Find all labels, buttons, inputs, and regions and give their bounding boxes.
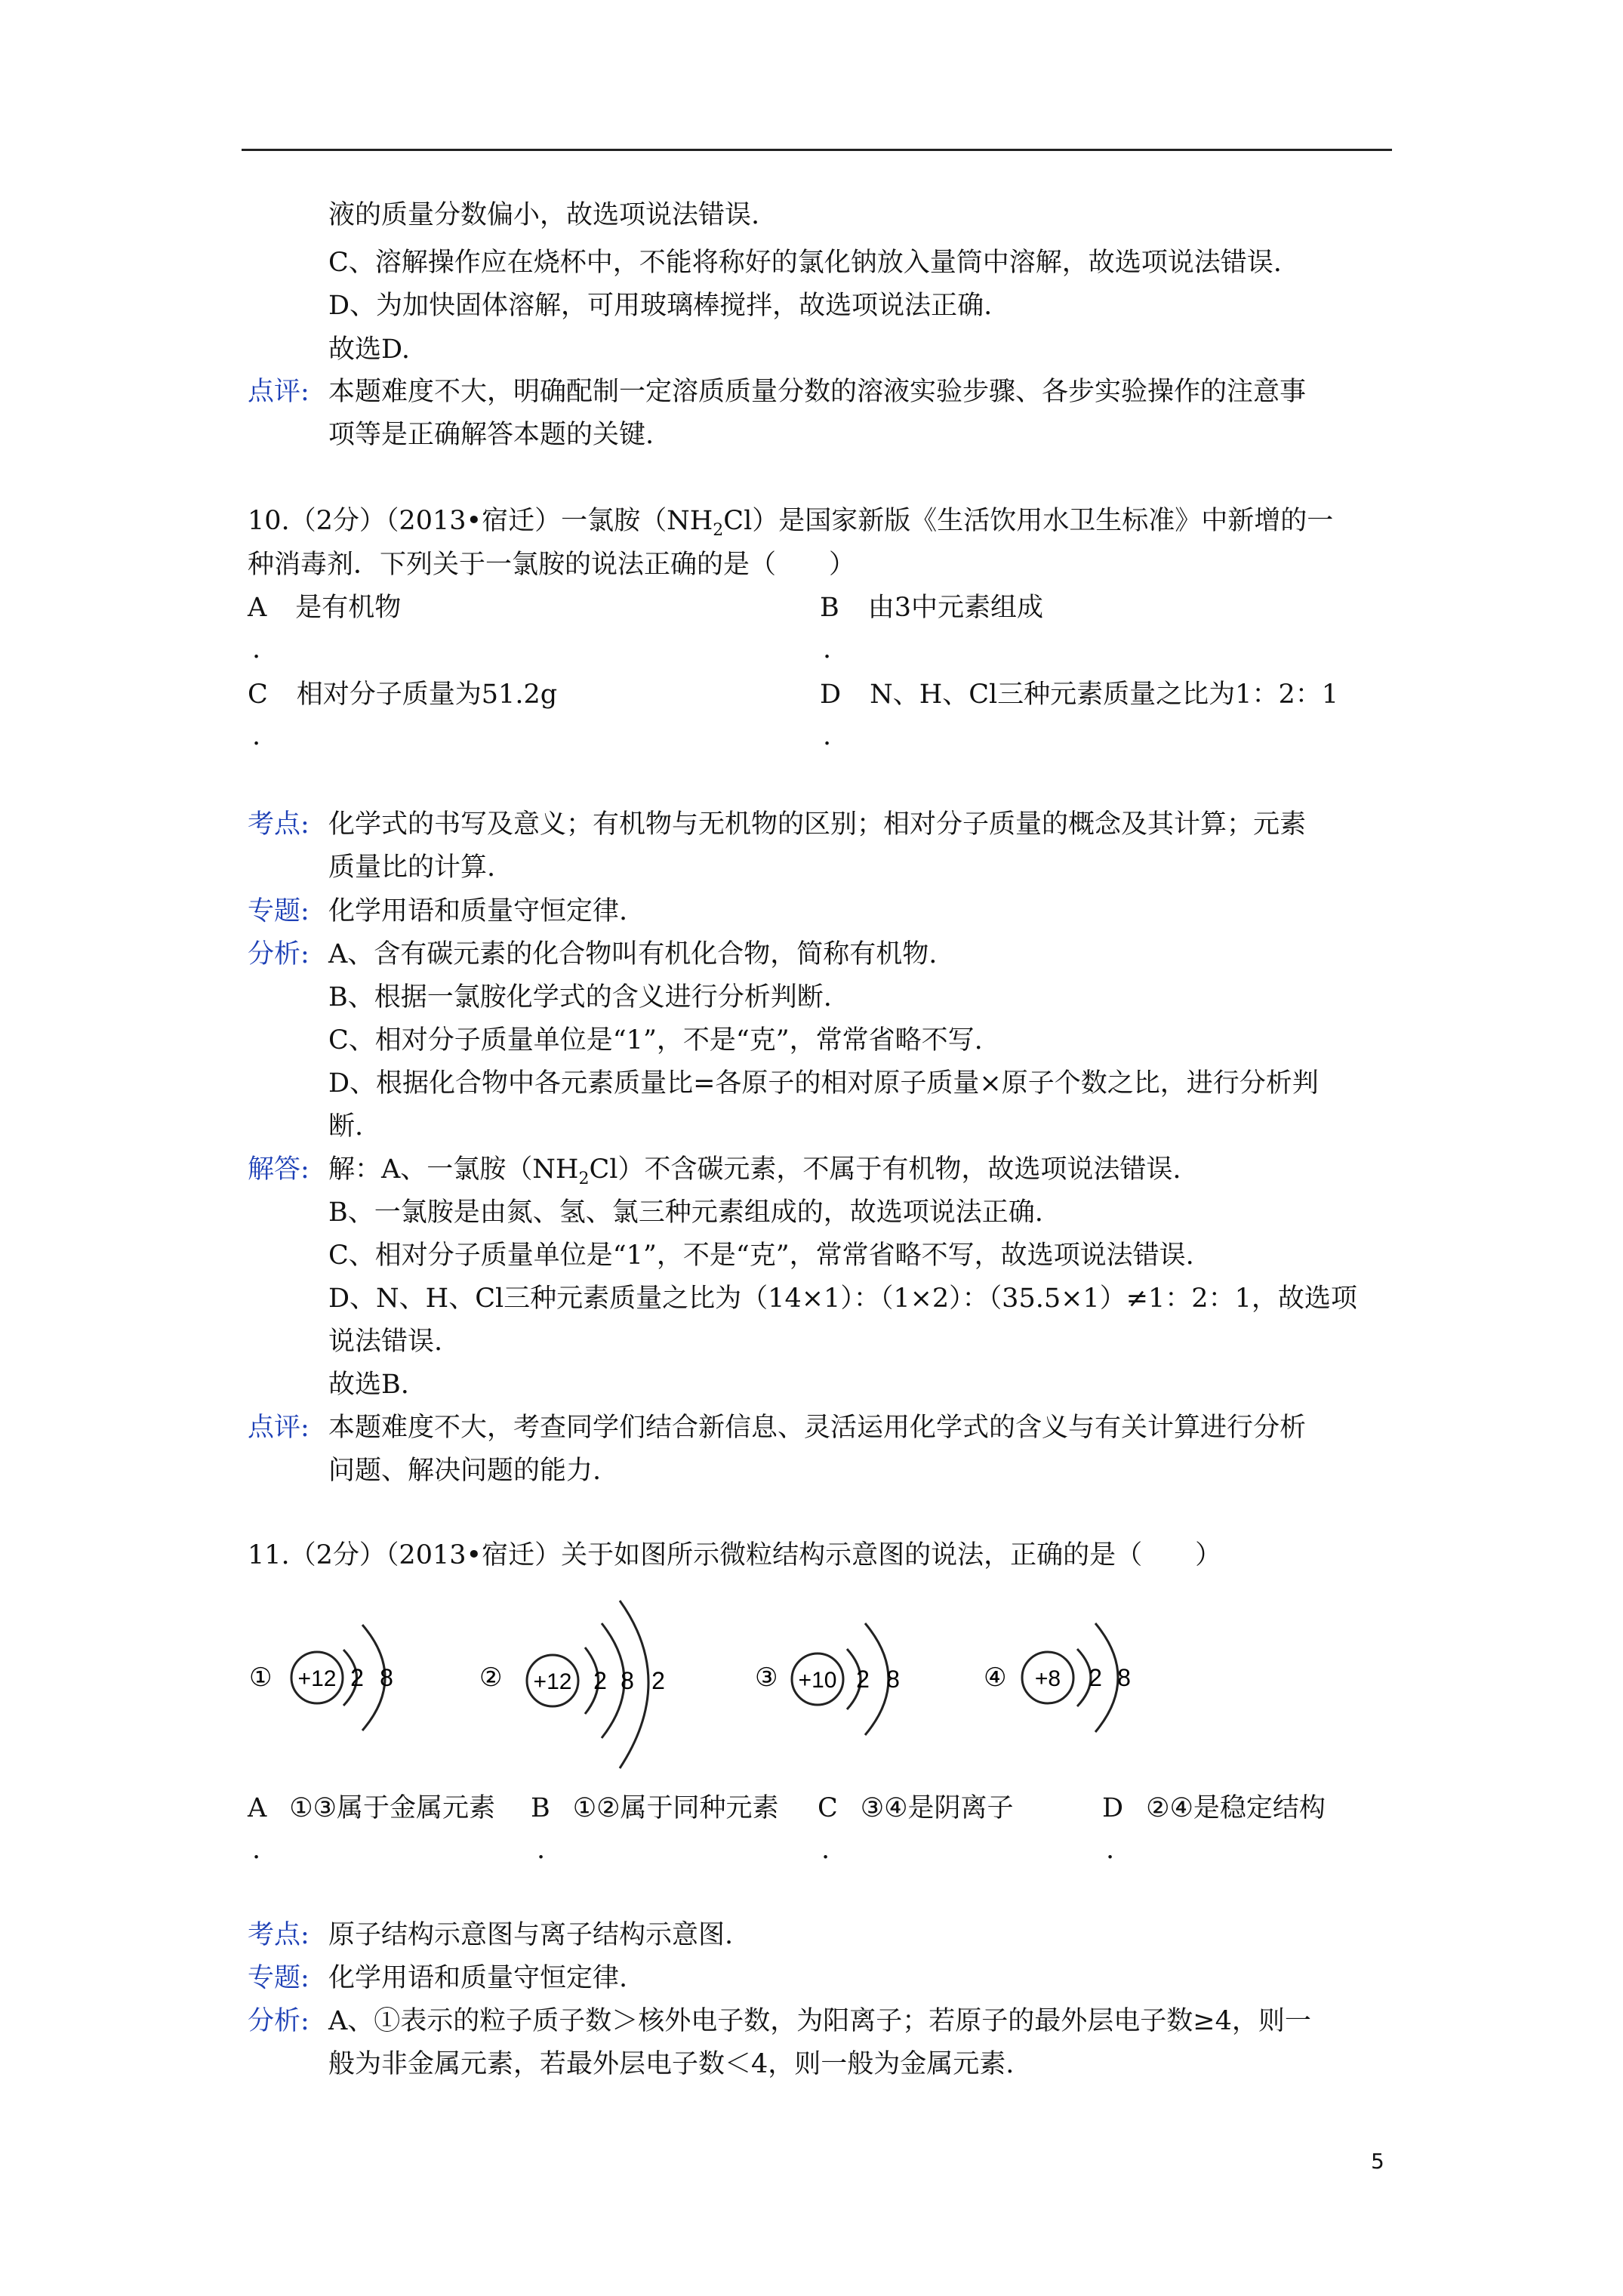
text-line: 原子结构示意图与离子结构示意图. — [328, 1920, 734, 1950]
text-line: C、相对分子质量单位是“1”，不是“克”，常常省略不写. — [328, 1025, 983, 1056]
shell-electrons: 8 — [886, 1666, 900, 1693]
option-letter: C — [818, 1793, 838, 1823]
shell-electrons: 2 — [1089, 1664, 1102, 1691]
text-line: 化学用语和质量守恒定律. — [328, 1963, 628, 1993]
shell-electrons: 2 — [593, 1667, 607, 1694]
diagram-index: ③ — [755, 1663, 778, 1692]
text-line: 化学式的书写及意义；有机物与无机物的区别；相对分子质量的概念及其计算；元素 — [328, 809, 1307, 840]
page-number: 5 — [1371, 2149, 1384, 2174]
atom-diagram-2 — [479, 1601, 676, 1774]
stem-part: 10.（2分）（2013•宿迁）一氯胺（NH — [248, 506, 713, 536]
option-text: ③④是阴离子 — [860, 1793, 1014, 1823]
fenxi-label: 分析: — [248, 939, 310, 969]
text-line: 故选B. — [328, 1370, 409, 1400]
option-dot: . — [823, 721, 832, 751]
text-line: 般为非金属元素，若最外层电子数＜4，则一般为金属元素. — [328, 2049, 1015, 2079]
jieda-label: 解答: — [248, 1154, 310, 1185]
option-letter: D — [820, 680, 842, 710]
diagram-index: ④ — [984, 1663, 1007, 1692]
option-dot: . — [537, 1835, 546, 1865]
zhuanti-label: 专题: — [248, 1963, 310, 1993]
stem-part: Cl）是国家新版《生活饮用水卫生标准》中新增的一 — [723, 506, 1334, 536]
option-text: ①②属于同种元素 — [572, 1793, 779, 1823]
option-dot: . — [823, 634, 832, 664]
nucleus-charge: +12 — [533, 1669, 572, 1694]
option-b[interactable] — [531, 1792, 779, 1825]
option-c[interactable] — [818, 1792, 1014, 1825]
question-11-stem: 11.（2分）（2013•宿迁）关于如图所示微粒结构示意图的说法，正确的是（ ） — [248, 1540, 1222, 1570]
option-text: N、H、Cl三种元素质量之比为1：2：1 — [870, 680, 1338, 710]
text-line: B、一氯胺是由氮、氢、氯三种元素组成的，故选项说法正确. — [328, 1197, 1043, 1228]
text-line: D、根据化合物中各元素质量比=各原子的相对原子质量×原子个数之比，进行分析判 — [328, 1068, 1319, 1099]
text-line: 化学用语和质量守恒定律. — [328, 896, 628, 926]
option-text: 相对分子质量为51.2g — [296, 680, 558, 710]
option-d[interactable] — [1102, 1792, 1326, 1825]
option-dot: . — [252, 721, 261, 751]
option-letter: D — [1102, 1793, 1124, 1823]
question-10-stem — [248, 504, 1333, 547]
shell-electrons: 2 — [651, 1667, 665, 1694]
option-dot: . — [252, 634, 261, 664]
text-part: Cl）不含碳元素，不属于有机物，故选项说法错误. — [589, 1154, 1181, 1185]
option-letter: C — [248, 680, 268, 710]
option-a[interactable] — [248, 1792, 495, 1825]
option-text: ②④是稳定结构 — [1146, 1793, 1326, 1823]
zhuanti-label: 专题: — [248, 896, 310, 926]
header-rule — [242, 149, 1392, 151]
shell-electrons: 8 — [621, 1667, 634, 1694]
option-b[interactable] — [820, 591, 1043, 624]
review-label: 点评: — [248, 377, 310, 407]
text-line: C、相对分子质量单位是“1”，不是“克”，常常省略不写，故选项说法错误. — [328, 1240, 1194, 1271]
nucleus-charge: +10 — [798, 1668, 837, 1693]
atom-diagram-4 — [984, 1601, 1165, 1744]
text-line: 质量比的计算. — [328, 852, 496, 883]
nucleus-charge: +8 — [1034, 1666, 1061, 1691]
option-c[interactable] — [248, 678, 557, 711]
text-line: 说法错误. — [328, 1327, 443, 1357]
shell-electrons: 2 — [856, 1666, 870, 1693]
option-a[interactable] — [248, 591, 401, 624]
text-line: 故选D. — [328, 334, 410, 365]
shell-electrons: 2 — [350, 1664, 364, 1691]
dianping-label: 点评: — [248, 1413, 310, 1443]
text-line: B、根据一氯胺化学式的含义进行分析判断. — [328, 982, 832, 1012]
text-line: C、溶解操作应在烧杯中，不能将称好的氯化钠放入量筒中溶解，故选项说法错误. — [328, 248, 1282, 278]
text-line: A、①表示的粒子质子数＞核外电子数，为阳离子；若原子的最外层电子数≥4，则一 — [328, 2006, 1311, 2036]
text-line: 项等是正确解答本题的关键. — [328, 420, 654, 450]
diagram-index: ① — [249, 1663, 273, 1692]
shell-electrons: 8 — [1117, 1664, 1131, 1691]
text-line: 液的质量分数偏小，故选项说法错误. — [328, 200, 760, 230]
option-text: 由3中元素组成 — [867, 593, 1044, 623]
text-line: D、N、H、Cl三种元素质量之比为（14×1）：（1×2）：（35.5×1）≠1：2：1，故选项 — [328, 1284, 1357, 1314]
nucleus-charge: +12 — [297, 1666, 337, 1691]
text-line: 本题难度不大，明确配制一定溶质质量分数的溶液实验步骤、各步实验操作的注意事 — [328, 377, 1307, 407]
subscript: 2 — [713, 521, 724, 540]
option-letter: A — [248, 1793, 267, 1823]
text-line — [328, 1153, 1181, 1196]
text-line: 本题难度不大，考查同学们结合新信息、灵活运用化学式的含义与有关计算进行分析 — [328, 1413, 1307, 1443]
atom-diagram-3 — [755, 1601, 936, 1744]
kaodian-label: 考点: — [248, 1920, 310, 1950]
option-dot: . — [1106, 1835, 1115, 1865]
diagram-index: ② — [479, 1663, 503, 1692]
atom-diagram-1 — [249, 1601, 430, 1744]
text-line: D、为加快固体溶解，可用玻璃棒搅拌，故选项说法正确. — [328, 291, 993, 321]
fenxi-label: 分析: — [248, 2006, 310, 2036]
text-part: 解：A、一氯胺（NH — [328, 1154, 579, 1185]
option-dot: . — [252, 1835, 261, 1865]
option-text: 是有机物 — [295, 593, 402, 623]
option-letter: A — [248, 593, 267, 623]
option-letter: B — [531, 1793, 550, 1823]
text-line: A、含有碳元素的化合物叫有机化合物，简称有机物. — [328, 939, 938, 969]
option-d[interactable] — [820, 678, 1338, 711]
option-text: ①③属于金属元素 — [289, 1793, 496, 1823]
text-line: 断. — [328, 1111, 364, 1142]
kaodian-label: 考点: — [248, 809, 310, 840]
option-dot: . — [821, 1835, 830, 1865]
shell-electrons: 8 — [380, 1664, 393, 1691]
option-letter: B — [820, 593, 839, 623]
text-line: 问题、解决问题的能力. — [328, 1456, 602, 1486]
question-10-stem: 种消毒剂．下列关于一氯胺的说法正确的是（ ） — [248, 550, 856, 580]
subscript: 2 — [578, 1170, 590, 1188]
